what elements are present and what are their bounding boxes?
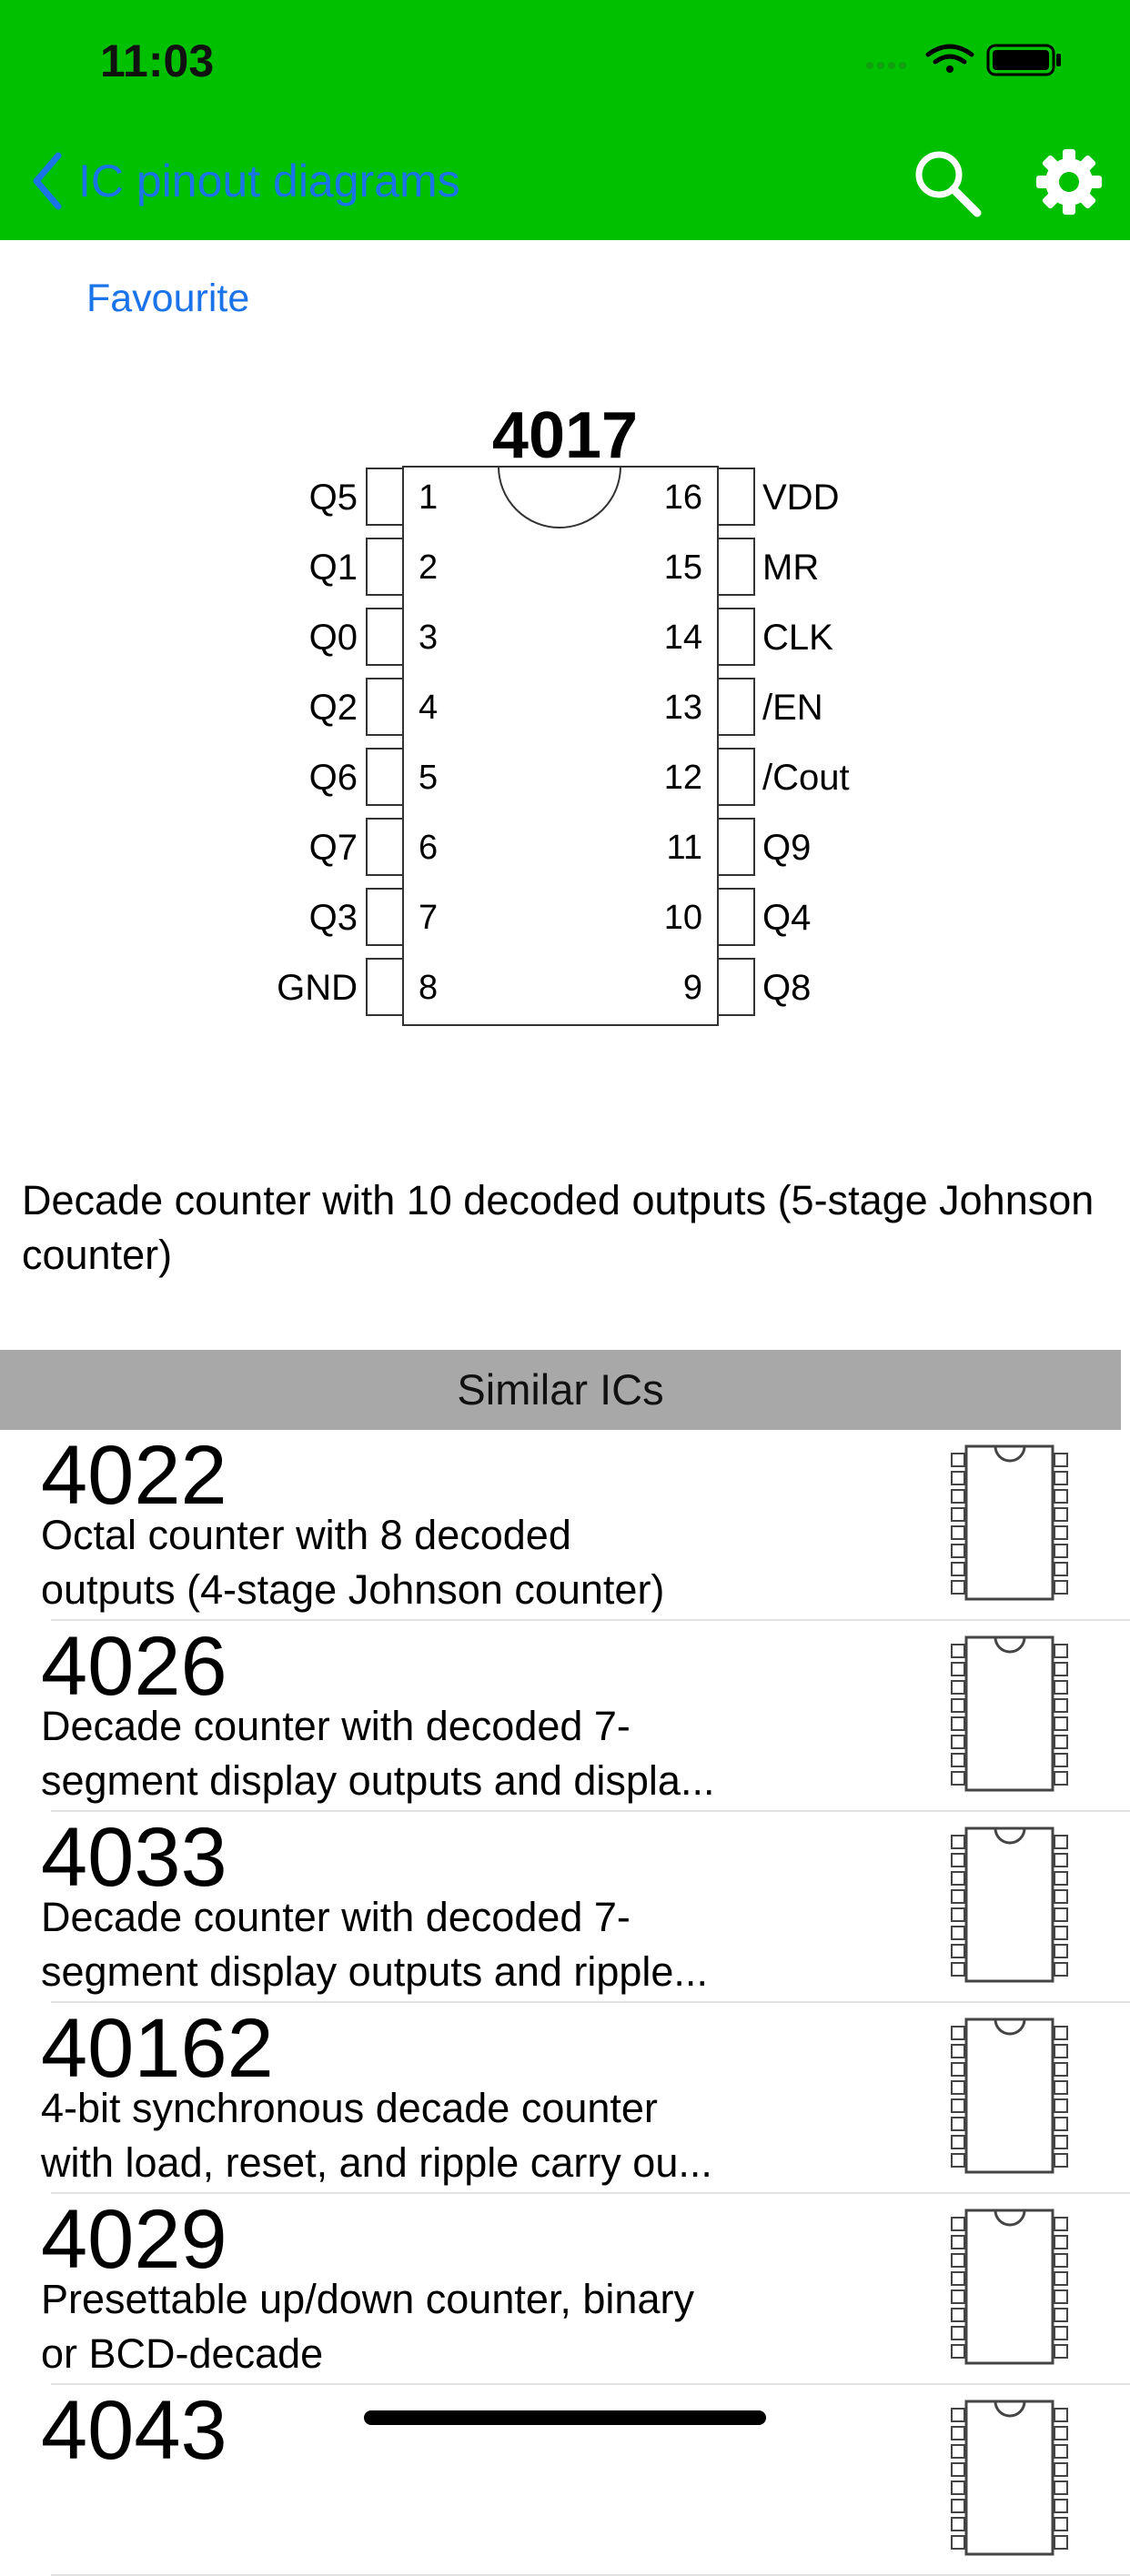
chip-icon [948,1825,1071,1985]
pin-name-right: Q8 [762,968,812,1008]
gear-icon[interactable] [1033,146,1105,218]
pin-box [367,538,403,595]
pin-box [718,749,754,805]
pin-number-left: 6 [419,829,439,867]
similar-ic-row[interactable] [0,1812,1130,2003]
description-line: Octal counter with 8 decoded [41,1512,571,1558]
description-line [41,2518,823,2572]
ic-pinout-diagram [0,391,1130,1046]
pin-box [367,819,403,875]
similar-ic-number: 4022 [41,1429,227,1522]
pin-name-left: Q3 [308,898,358,938]
pin-number-left: 8 [419,969,439,1007]
description-line: Presettable up/down counter, binary [41,2276,694,2322]
pin-number-left: 5 [419,759,439,797]
search-icon[interactable] [910,146,983,218]
chevron-left-icon [29,152,66,210]
pin-name-left: Q2 [308,688,358,728]
signal-icon [866,62,906,69]
description-line: 4-bit synchronous decade counter [41,2085,658,2131]
pin-number-right: 12 [663,759,702,797]
similar-ic-description [41,1508,823,1617]
back-label: IC pinout diagrams [78,156,460,206]
similar-ics-list [0,1430,1130,2576]
similar-ic-description [41,1699,823,1808]
pin-number-left: 7 [419,899,439,937]
pin-box [718,679,754,735]
pin-number-left: 1 [419,478,439,517]
similar-ic-number: 4043 [41,2384,227,2477]
pin-box [718,468,754,525]
pin-name-left: Q6 [308,758,358,798]
pin-box [718,609,754,665]
similar-ic-number: 40162 [41,2002,274,2095]
pin-name-left: Q1 [308,548,358,588]
pin-name-right: Q9 [762,828,812,868]
ic-description: Decade counter with 10 decoded outputs (5-stage Johnson counter) [22,1177,1095,1278]
pin-name-right: MR [762,548,820,588]
description-line: segment display outputs and displa... [41,1757,715,1804]
pin-name-right: /EN [762,688,823,728]
description-line: Decade counter with decoded 7- [41,1703,631,1749]
back-button[interactable] [29,149,460,213]
pin-name-right: CLK [762,618,833,658]
chip-icon [948,2016,1071,2176]
pin-number-right: 15 [663,548,702,587]
wifi-icon [928,46,972,73]
status-time: 11:03 [100,35,215,86]
home-indicator [364,2410,766,2425]
description-line: outputs (4-stage Johnson counter) [41,1566,665,1613]
chip-icon [948,2207,1071,2367]
similar-ic-row[interactable] [0,1430,1130,1621]
pin-box [367,959,403,1015]
status-icons [861,42,1097,78]
pin-number-left: 4 [419,689,439,727]
chip-icon [948,1634,1071,1794]
description-line: with load, reset, and ripple carry ou... [41,2139,712,2186]
description-line: segment display outputs and ripple... [41,1948,708,1995]
description-line [41,2463,823,2518]
pin-number-left: 2 [419,548,439,587]
pin-name-left: Q0 [308,618,358,658]
pin-box [718,538,754,595]
pin-number-right: 11 [666,829,702,867]
pin-name-right: /Cout [762,758,850,798]
description-line: Decade counter with decoded 7- [41,1894,631,1940]
similar-ics-header: Similar ICs [0,1350,1121,1430]
pin-number-left: 3 [419,619,439,657]
ic-body [0,391,1130,1046]
pin-number-right: 9 [682,969,702,1007]
pin-box [367,889,403,945]
pin-box [367,468,403,525]
pin-number-right: 10 [663,899,702,937]
similar-ic-description [41,2081,823,2190]
pin-box [367,749,403,805]
pin-number-right: 13 [663,689,702,727]
chip-icon [948,1443,1071,1603]
similar-ic-description [41,1890,823,1999]
ic-name: 4017 [491,399,639,472]
pin-name-right: VDD [762,478,840,518]
pin-name-right: Q4 [762,898,812,938]
pin-name-left: GND [277,968,358,1008]
favourite-button[interactable]: Favourite [86,277,250,320]
pin-name-left: Q5 [308,478,358,518]
pin-box [718,819,754,875]
pin-name-left: Q7 [308,828,358,868]
similar-ic-description [41,2463,823,2572]
similar-ic-description [41,2272,823,2381]
similar-ic-number: 4033 [41,1811,227,1904]
navigation-header [0,0,1130,240]
similar-ic-row[interactable] [0,2003,1130,2194]
similar-ic-number: 4026 [41,1620,227,1713]
pin-box [718,889,754,945]
similar-ic-number: 4029 [41,2193,227,2286]
pin-box [367,679,403,735]
description-line: or BCD-decade [41,2330,324,2377]
chip-icon [948,2398,1071,2558]
pin-number-right: 14 [663,619,702,657]
pin-number-right: 16 [663,478,702,517]
battery-icon [988,45,1061,75]
pin-box [718,959,754,1015]
similar-ic-row[interactable] [0,2194,1130,2385]
pin-box [367,609,403,665]
similar-ic-row[interactable] [0,1621,1130,1812]
